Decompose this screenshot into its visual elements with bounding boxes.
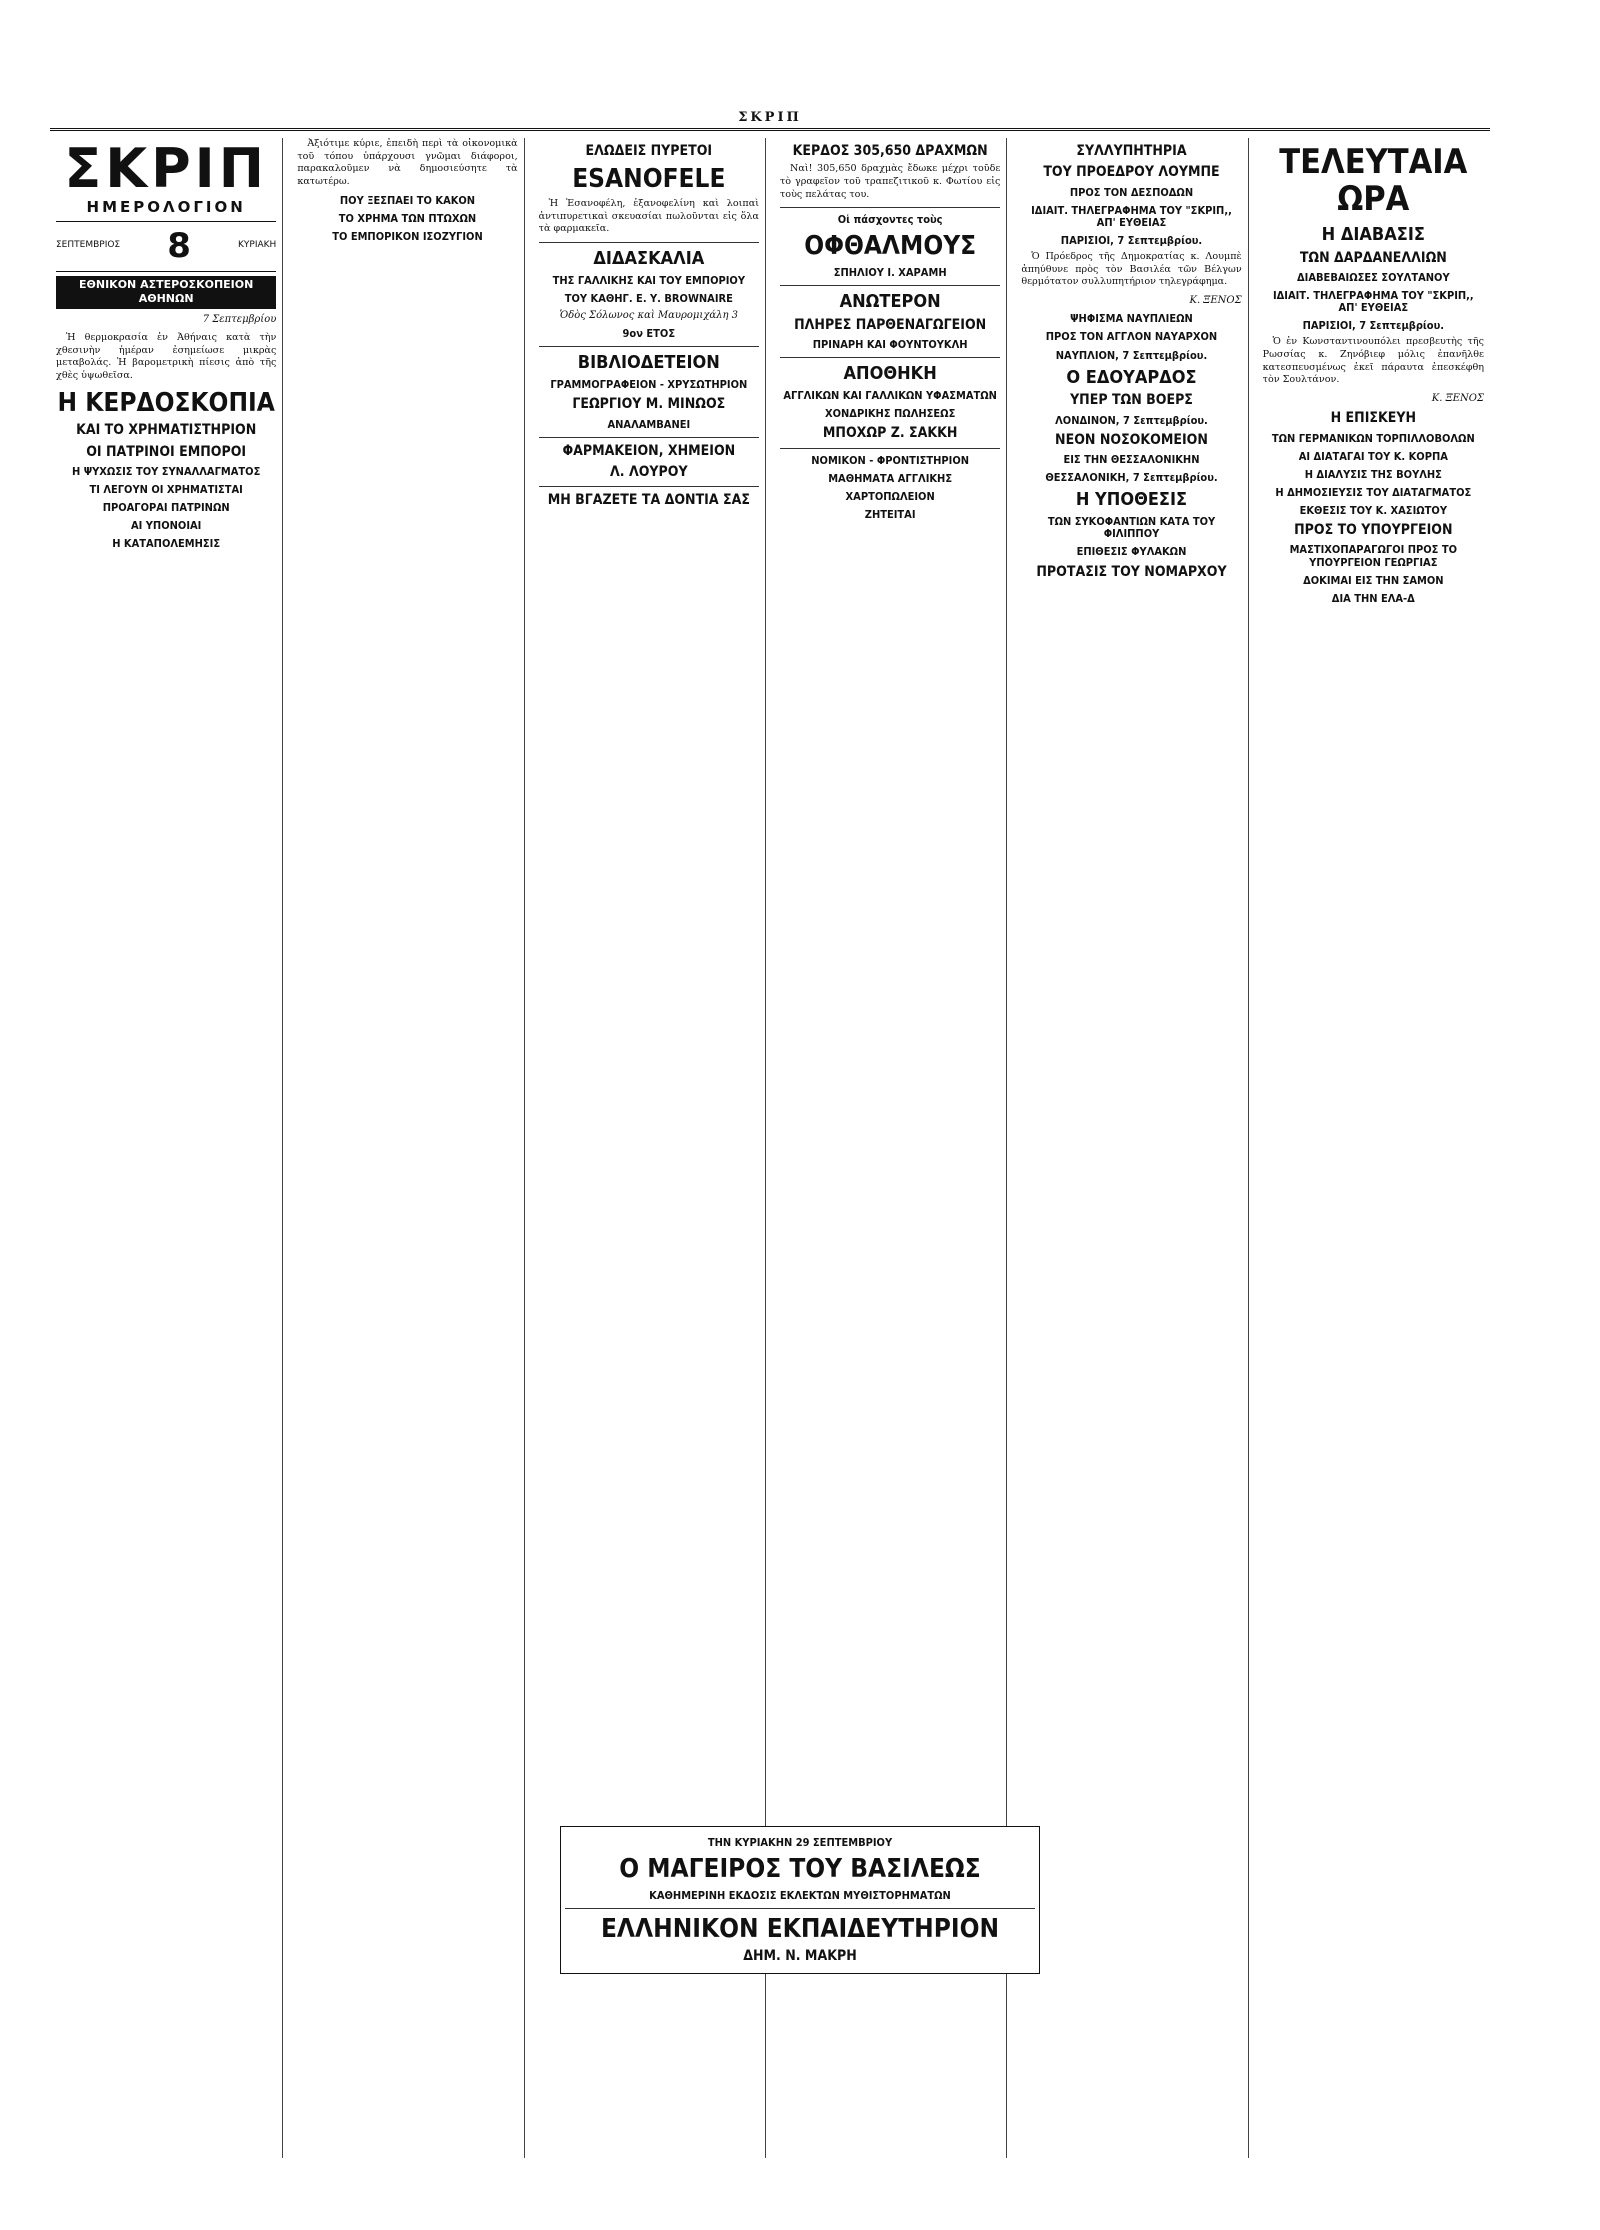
headline-patras-purchases: ΠΡΟΑΓΟΡΑΙ ΠΑΤΡΙΝΩΝ: [102, 501, 230, 515]
headline-edward: Ο ΕΔΟΥΑΡΔΟΣ: [1066, 366, 1197, 388]
headline-patras-merchants: ΟΙ ΠΑΤΡΙΝΟΙ ΕΜΠΟΡΟΙ: [86, 443, 247, 460]
ad-store-fabrics: ΑΓΓΛΙΚΩΝ ΚΑΙ ΓΑΛΛΙΚΩΝ ΥΦΑΣΜΑΤΩΝ: [783, 389, 997, 403]
headline-condolences: ΣΥΛΛΥΠΗΤΗΡΙΑ: [1076, 143, 1187, 159]
headline-case: Η ΥΠΟΘΕΣΙΣ: [1075, 489, 1188, 511]
headline-crossing: Η ΔΙΑΒΑΣΙΣ: [1321, 223, 1425, 245]
ad-school-owners: ΠΡΙΝΑΡΗ ΚΑΙ ΦΟΥΝΤΟΥΚΛΗ: [812, 338, 968, 352]
headline-dardanelles: ΤΩΝ ΔΑΡΔΑΝΕΛΛΙΩΝ: [1299, 249, 1447, 266]
ad-pharmacy-title: ΦΑΡΜΑΚΕΙΟΝ, ΧΗΜΕΙΟΝ: [562, 442, 736, 459]
headline-suspicions: ΑΙ ΥΠΟΝΟΙΑΙ: [130, 519, 202, 533]
headline-repair: Η ΕΠΙΣΚΕΥΗ: [1330, 410, 1417, 427]
headline-guards-attack: ΕΠΙΘΕΣΙΣ ΦΥΛΑΚΩΝ: [1076, 545, 1187, 559]
school-ad-owner: ΔΗΜ. Ν. ΜΑΚΡΗ: [743, 1948, 857, 1965]
ad-lessons-address: Ὁδὸς Σόλωνος καὶ Μαυρομιχάλη 3: [559, 309, 738, 321]
headline-exchange-rate: Η ΨΥΧΩΣΙΣ ΤΟΥ ΣΥΝΑΛΛΑΓΜΑΤΟΣ: [71, 464, 261, 478]
dateline-paris: ΠΑΡΙΣΙΟΙ, 7 Σεπτεμβρίου.: [1060, 234, 1203, 248]
headline-prefect-proposal: ΠΡΟΤΑΣΙΣ ΤΟΥ ΝΟΜΑΡΧΟΥ: [1036, 563, 1227, 580]
ad-eyes-doctor: ΣΠΗΛΙΟΥ Ι. ΧΑΡΑΜΗ: [833, 266, 947, 280]
paper-title: ΣΚΡΙΠ: [64, 138, 268, 200]
headline-hasiotis-report: ΕΚΘΕΣΙΣ ΤΟΥ Κ. ΧΑΣΙΩΤΟΥ: [1299, 503, 1447, 517]
headline-money-poor: ΤΟ ΧΡΗΜΑ ΤΩΝ ΠΤΩΧΩΝ: [338, 211, 477, 225]
byline-xenos: Κ. ΞΕΝΟΣ: [1431, 392, 1484, 404]
headline-loubet: ΤΟΥ ΠΡΟΕΔΡΟΥ ΛΟΥΜΠΕ: [1043, 164, 1220, 181]
divider: [539, 437, 759, 438]
dateline-thessaloniki: ΘΕΣΣΑΛΟΝΙΚΗ, 7 Σεπτεμβρίου.: [1045, 471, 1218, 485]
headline-combating: Η ΚΑΤΑΠΟΛΕΜΗΣΙΣ: [112, 537, 221, 551]
dateline-london: ΛΟΝΔΙΝΟΝ, 7 Σεπτεμβρίου.: [1055, 413, 1208, 427]
headline-brokers: ΤΙ ΛΕΓΟΥΝ ΟΙ ΧΡΗΜΑΤΙΣΤΑΙ: [89, 482, 243, 496]
ad-store-title: ΑΠΟΘΗΚΗ: [843, 363, 937, 385]
column-6: [1257, 138, 1490, 2158]
condolences-text: Ὁ Πρόεδρος τῆς Δημοκρατίας κ. Λουμπὲ ἀπηύθυνε πρὸς τὸν Βασιλέα τῶν Βέλγων θερμότατον συλλυπητήριον τηλεγράφημα.: [1021, 251, 1242, 288]
ad-lessons-teacher: ΤΟΥ ΚΑΘΗΓ. Ε. Υ. BROWNAIRE: [564, 291, 733, 305]
ad-lessons-title: ΔΙΔΑΣΚΑΛΙΑ: [593, 247, 705, 269]
divider: [780, 207, 1000, 208]
headline-mastic: ΜΑΣΤΙΧΟΠΑΡΑΓΩΓΟΙ ΠΡΟΣ ΤΟ ΥΠΟΥΡΓΕΙΟΝ ΓΕΩΡΓΙΑΣ: [1289, 543, 1458, 569]
headline-for-greece: ΔΙΑ ΤΗΝ ΕΛΑ-Δ: [1331, 591, 1415, 605]
divider: [565, 1908, 1035, 1909]
headline-exchange: ΚΑΙ ΤΟ ΧΡΗΜΑΤΙΣΤΗΡΙΟΝ: [76, 422, 257, 439]
headline-sultan-assurances: ΔΙΑΒΕΒΑΙΩΣΕΣ ΣΟΥΛΤΑΝΟΥ: [1297, 270, 1450, 284]
column-1: [50, 138, 283, 2158]
novel-ad-date: ΤΗΝ ΚΥΡΙΑΚΗΝ 29 ΣΕΠΤΕΜΒΡΙΟΥ: [707, 1836, 893, 1849]
dardanelles-text: Ὁ ἐν Κωνσταντινουπόλει πρεσβευτὴς τῆς Ρωσσίας κ. Ζηνόβιεφ μόλις ἐπανῆλθε κατεσπευσμένως ἐκεῖ πάραυτα ἐπεσκέφθη τὸν Σουλτάνον.: [1262, 336, 1484, 386]
ad-english-lessons: ΜΑΘΗΜΑΤΑ ΑΓΓΛΙΚΗΣ: [828, 471, 953, 485]
ad-law-school: ΝΟΜΙΚΟΝ - ΦΡΟΝΤΙΣΤΗΡΙΟΝ: [811, 453, 970, 467]
novel-ad-publisher: ΚΑΘΗΜΕΡΙΝΗ ΕΚΔΟΣΙΣ ΕΚΛΕΚΤΩΝ ΜΥΘΙΣΤΟΡΗΜΑΤΩΝ: [649, 1888, 951, 1902]
headline-boers: ΥΠΕΡ ΤΩΝ ΒΟΕΡΣ: [1070, 392, 1193, 409]
headline-to-leopold: ΠΡΟΣ ΤΟΝ ΔΕΣΠΟΔΩΝ: [1069, 185, 1194, 199]
school-ad-title: ΕΛΛΗΝΙΚΟΝ ΕΚΠΑΙΔΕΥΤΗΡΙΟΝ: [600, 1913, 1000, 1944]
ad-bindery-title: ΒΙΒΛΙΟΔΕΤΕΙΟΝ: [577, 352, 720, 374]
ad-store-owner: ΜΠΟΧΩΡ Ζ. ΣΑΚΚΗ: [822, 425, 958, 442]
letter-text: Ἀξιότιμε κύριε, ἐπειδὴ περὶ τὰ οἰκονομικὰ τοῦ τόπου ὑπάρχουσι γνῶμαι διάφοροι, παρακαλοῦμεν νὰ δημοσιεύσητε τὰ κατωτέρω.: [297, 138, 518, 187]
ad-wanted: ΖΗΤΕΙΤΑΙ: [864, 508, 916, 522]
headline-hospital: ΝΕΟΝ ΝΟΣΟΚΟΜΕΙΟΝ: [1055, 431, 1208, 448]
headline-torpedo-boats: ΤΩΝ ΓΕΡΜΑΝΙΚΩΝ ΤΟΡΠΙΛΛΟΒΟΛΩΝ: [1271, 431, 1475, 445]
headline-korpas-orders: ΑΙ ΔΙΑΤΑΓΑΙ ΤΟΥ Κ. ΚΟΡΠΑ: [1298, 449, 1448, 463]
calendar-month: ΣΕΠΤΕΜΒΡΙΟΣ: [56, 240, 121, 251]
headline-english-admiral: ΠΡΟΣ ΤΟΝ ΑΓΓΛΟΝ ΝΑΥΑΡΧΟΝ: [1045, 330, 1218, 344]
headline-where-evil: ΠΟΥ ΞΕΣΠΑΕΙ ΤΟ ΚΑΚΟΝ: [339, 193, 476, 207]
ad-eyes-intro: Οἱ πάσχοντες τοὺς: [837, 213, 943, 227]
divider: [780, 448, 1000, 449]
ad-store-wholesale: ΧΟΝΔΡΙΚΗΣ ΠΩΛΗΣΕΩΣ: [824, 407, 956, 421]
novel-ad: [560, 1826, 1040, 1974]
dateline-nafplio: ΝΑΥΠΛΙΟΝ, 7 Σεπτεμβρίου.: [1055, 348, 1208, 362]
ad-fevers-title: ΕΛΩΔΕΙΣ ΠΥΡΕΤΟΙ: [585, 143, 713, 159]
headline-thessaloniki: ΕΙΣ ΤΗΝ ΘΕΣΣΑΛΟΝΙΚΗΝ: [1063, 453, 1200, 467]
ad-bindery-owner: ΓΕΩΡΓΙΟΥ Μ. ΜΙΝΩΟΣ: [572, 396, 726, 413]
observatory-date: 7 Σεπτεμβρίου: [202, 313, 277, 325]
divider: [780, 357, 1000, 358]
divider: [539, 242, 759, 243]
calendar-dateline: [56, 221, 276, 272]
running-head: ΣΚΡΙΠ: [738, 110, 802, 125]
calendar-day: 8: [167, 225, 191, 266]
telegram-label: ΙΔΙΑΙΤ. ΤΗΛΕΓΡΑΦΗΜΑ ΤΟΥ "ΣΚΡΙΠ,, ΑΠ' ΕΥΘΕΙΑΣ: [1272, 289, 1474, 315]
top-rule: [50, 128, 1490, 131]
headline-slanders: ΤΩΝ ΣΥΚΟΦΑΝΤΙΩΝ ΚΑΤΑ ΤΟΥ ΦΙΛΙΠΠΟΥ: [1047, 515, 1216, 541]
headline-samos-trials: ΔΟΚΙΜΑΙ ΕΙΣ ΤΗΝ ΣΑΜΟΝ: [1303, 573, 1444, 587]
ad-paper-shop: ΧΑΡΤΟΠΩΛΕΙΟΝ: [845, 489, 935, 503]
ad-lessons-subject: ΤΗΣ ΓΑΛΛΙΚΗΣ ΚΑΙ ΤΟΥ ΕΜΠΟΡΙΟΥ: [552, 273, 746, 287]
headline-trade-balance: ΤΟ ΕΜΠΟΡΙΚΟΝ ΙΣΟΖΥΓΙΟΝ: [332, 229, 483, 243]
headline-dissolution: Η ΔΙΑΛΥΣΙΣ ΤΗΣ ΒΟΥΛΗΣ: [1304, 467, 1442, 481]
byline-xenos: Κ. ΞΕΝΟΣ: [1189, 295, 1242, 307]
ad-school-sub: ΠΛΗΡΕΣ ΠΑΡΘΕΝΑΓΩΓΕΙΟΝ: [794, 316, 987, 333]
telegram-label: ΙΔΙΑΙΤ. ΤΗΛΕΓΡΑΦΗΜΑ ΤΟΥ "ΣΚΡΙΠ,, ΑΠ' ΕΥΘΕΙΑΣ: [1031, 203, 1232, 229]
headline-decree: Η ΔΗΜΟΣΙΕΥΣΙΣ ΤΟΥ ΔΙΑΤΑΓΜΑΤΟΣ: [1275, 485, 1472, 499]
ad-bindery-sub: ΓΡΑΜΜΟΓΡΑΦΕΙΟΝ - ΧΡΥΣΩΤΗΡΙΟΝ: [550, 378, 748, 392]
ad-pharmacy-owner: Λ. ΛΟΥΡΟΥ: [610, 463, 688, 480]
ad-lessons-year: 9ον ΕΤΟΣ: [622, 327, 676, 341]
ad-esanofele: ESANOFELE: [572, 164, 726, 195]
headline-speculation: Η ΚΕΡΔΟΣΚΟΠΙΑ: [57, 387, 275, 418]
divider: [539, 486, 759, 487]
ad-school-title: ΑΝΩΤΕΡΟΝ: [839, 291, 941, 313]
ad-profit-title: ΚΕΡΔΟΣ 305,650 ΔΡΑΧΜΩΝ: [792, 143, 988, 159]
observatory-bar: ΕΘΝΙΚΟΝ ΑΣΤΕΡΟΣΚΟΠΕΙΟΝ ΑΘΗΝΩΝ: [56, 276, 276, 309]
dateline-paris: ΠΑΡΙΣΙΟΙ, 7 Σεπτεμβρίου.: [1302, 319, 1445, 333]
divider: [539, 346, 759, 347]
profit-text: Ναὶ! 305,650 δραχμὰς ἔδωκε μέχρι τοῦδε τὸ γραφεῖον τοῦ τραπεζιτικοῦ κ. Φωτίου εἰς τοὺς πελάτας του.: [779, 163, 1001, 200]
headline-last-hour: ΤΕΛΕΥΤΑΙΑ ΩΡΑ: [1279, 142, 1468, 220]
headline-nafplio-vote: ΨΗΦΙΣΜΑ ΝΑΥΠΛΙΕΩΝ: [1070, 312, 1193, 326]
column-2: [291, 138, 524, 2158]
ad-eyes-title: ΟΦΘΑΛΜΟΥΣ: [804, 231, 977, 262]
ad-teeth-title: ΜΗ ΒΓΑΖΕΤΕ ΤΑ ΔΟΝΤΙΑ ΣΑΣ: [547, 492, 750, 509]
calendar-weekday: ΚΥΡΙΑΚΗ: [238, 240, 277, 251]
column-5: [1015, 138, 1248, 2158]
novel-ad-title: Ο ΜΑΓΕΙΡΟΣ ΤΟΥ ΒΑΣΙΛΕΩΣ: [619, 1854, 981, 1885]
ad-bindery-undertakes: ΑΝΑΛΑΜΒΑΝΕΙ: [607, 417, 691, 431]
weather-text: Ἡ θερμοκρασία ἐν Ἀθήναις κατὰ τὴν χθεσινὴν ἡμέραν ἐσημείωσε μικρὰς μεταβολάς. Ἡ βαρομετρικὴ πίεσις ἀπὸ τῆς χθὲς ὑψωθεῖσα.: [56, 331, 277, 381]
esanofele-text: Ἡ Ἐσανοφέλη, ἐξανοφελίνη καὶ λοιπαὶ ἀντιπυρετικαὶ σκευασίαι πωλοῦνται εἰς ὅλα τὰ φαρμακεῖα.: [538, 197, 759, 235]
divider: [780, 285, 1000, 286]
headline-ministry: ΠΡΟΣ ΤΟ ΥΠΟΥΡΓΕΙΟΝ: [1294, 522, 1453, 539]
calendar-title: ΗΜΕΡΟΛΟΓΙΟΝ: [86, 198, 246, 216]
